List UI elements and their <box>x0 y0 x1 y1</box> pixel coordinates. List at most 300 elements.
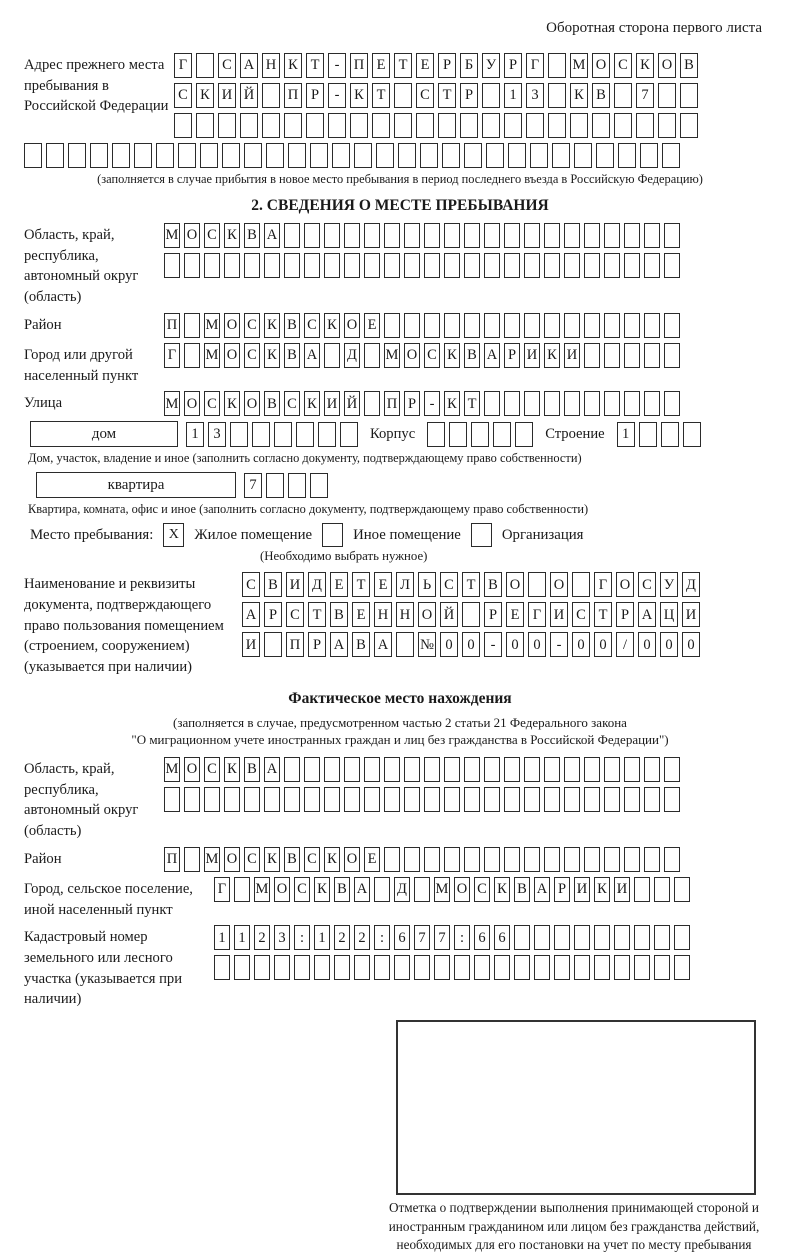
char-cell[interactable]: И <box>286 572 304 597</box>
char-cell[interactable] <box>266 143 284 168</box>
char-cell[interactable] <box>444 757 460 782</box>
char-cell[interactable] <box>604 253 620 278</box>
char-cell[interactable] <box>244 253 260 278</box>
char-cell[interactable]: : <box>374 925 390 950</box>
char-cell[interactable] <box>314 955 330 980</box>
char-cell[interactable] <box>354 143 372 168</box>
char-cell[interactable] <box>574 925 590 950</box>
char-cell[interactable]: М <box>204 343 220 368</box>
char-cell[interactable] <box>394 83 412 108</box>
char-cell[interactable]: 7 <box>414 925 430 950</box>
char-cell[interactable]: О <box>184 391 200 416</box>
char-cell[interactable] <box>344 787 360 812</box>
char-cell[interactable] <box>376 143 394 168</box>
char-cell[interactable] <box>296 422 314 447</box>
char-cell[interactable]: М <box>164 757 180 782</box>
char-cell[interactable]: М <box>164 223 180 248</box>
char-cell[interactable] <box>604 223 620 248</box>
char-cell[interactable]: С <box>284 391 300 416</box>
char-cell[interactable]: Е <box>364 313 380 338</box>
char-cell[interactable]: Й <box>440 602 458 627</box>
char-cell[interactable] <box>424 313 440 338</box>
char-cell[interactable] <box>364 787 380 812</box>
char-cell[interactable]: Т <box>306 53 324 78</box>
char-cell[interactable]: А <box>638 602 656 627</box>
char-cell[interactable] <box>482 83 500 108</box>
char-cell[interactable]: М <box>254 877 270 902</box>
char-cell[interactable] <box>544 223 560 248</box>
char-cell[interactable] <box>544 313 560 338</box>
char-cell[interactable] <box>530 143 548 168</box>
char-cell[interactable] <box>262 83 280 108</box>
char-cell[interactable] <box>324 787 340 812</box>
char-cell[interactable] <box>184 343 200 368</box>
char-cell[interactable]: Г <box>174 53 192 78</box>
char-cell[interactable]: К <box>444 391 460 416</box>
char-cell[interactable] <box>438 113 456 138</box>
char-cell[interactable]: П <box>350 53 368 78</box>
char-cell[interactable]: К <box>544 343 560 368</box>
char-cell[interactable] <box>644 313 660 338</box>
char-cell[interactable]: С <box>440 572 458 597</box>
char-cell[interactable] <box>464 847 480 872</box>
char-cell[interactable] <box>544 787 560 812</box>
char-cell[interactable] <box>564 223 580 248</box>
char-cell[interactable]: / <box>616 632 634 657</box>
char-cell[interactable]: - <box>328 83 346 108</box>
char-cell[interactable]: 1 <box>504 83 522 108</box>
char-cell[interactable] <box>424 757 440 782</box>
char-cell[interactable] <box>460 113 478 138</box>
char-cell[interactable]: В <box>334 877 350 902</box>
char-cell[interactable]: Г <box>528 602 546 627</box>
char-cell[interactable] <box>484 391 500 416</box>
char-cell[interactable]: Д <box>682 572 700 597</box>
char-cell[interactable]: 1 <box>186 422 204 447</box>
char-cell[interactable]: А <box>354 877 370 902</box>
char-cell[interactable] <box>614 955 630 980</box>
char-cell[interactable]: 0 <box>440 632 458 657</box>
char-cell[interactable] <box>306 113 324 138</box>
char-cell[interactable]: Р <box>616 602 634 627</box>
char-cell[interactable] <box>624 313 640 338</box>
char-cell[interactable] <box>484 253 500 278</box>
char-cell[interactable]: П <box>164 313 180 338</box>
char-cell[interactable] <box>674 955 690 980</box>
char-cell[interactable] <box>596 143 614 168</box>
char-cell[interactable]: С <box>304 847 320 872</box>
char-cell[interactable]: Т <box>372 83 390 108</box>
char-cell[interactable]: Е <box>506 602 524 627</box>
char-cell[interactable]: 0 <box>682 632 700 657</box>
char-cell[interactable] <box>264 253 280 278</box>
char-cell[interactable] <box>584 391 600 416</box>
char-cell[interactable]: Й <box>344 391 360 416</box>
char-cell[interactable] <box>244 787 260 812</box>
char-cell[interactable] <box>564 253 580 278</box>
char-cell[interactable]: Т <box>352 572 370 597</box>
char-cell[interactable] <box>288 473 306 498</box>
char-cell[interactable] <box>482 113 500 138</box>
char-cell[interactable] <box>404 847 420 872</box>
char-cell[interactable]: А <box>240 53 258 78</box>
char-cell[interactable] <box>528 572 546 597</box>
char-cell[interactable] <box>504 847 520 872</box>
char-cell[interactable] <box>624 343 640 368</box>
char-cell[interactable] <box>654 955 670 980</box>
char-cell[interactable] <box>634 877 650 902</box>
char-cell[interactable]: С <box>204 391 220 416</box>
char-cell[interactable] <box>344 757 360 782</box>
char-cell[interactable] <box>624 223 640 248</box>
char-cell[interactable] <box>604 313 620 338</box>
char-cell[interactable]: П <box>284 83 302 108</box>
char-cell[interactable] <box>614 83 632 108</box>
char-cell[interactable] <box>214 955 230 980</box>
char-cell[interactable] <box>310 143 328 168</box>
char-cell[interactable] <box>636 113 654 138</box>
char-cell[interactable] <box>230 422 248 447</box>
char-cell[interactable] <box>674 925 690 950</box>
char-cell[interactable]: С <box>416 83 434 108</box>
char-cell[interactable] <box>374 877 390 902</box>
char-cell[interactable] <box>639 422 657 447</box>
char-cell[interactable]: А <box>264 223 280 248</box>
char-cell[interactable]: М <box>204 313 220 338</box>
char-cell[interactable] <box>683 422 701 447</box>
char-cell[interactable] <box>240 113 258 138</box>
char-cell[interactable]: К <box>264 313 280 338</box>
char-cell[interactable]: К <box>314 877 330 902</box>
char-cell[interactable]: Е <box>364 847 380 872</box>
char-cell[interactable] <box>504 391 520 416</box>
char-cell[interactable] <box>196 53 214 78</box>
char-cell[interactable]: О <box>550 572 568 597</box>
char-cell[interactable] <box>244 143 262 168</box>
char-cell[interactable] <box>424 787 440 812</box>
char-cell[interactable]: А <box>484 343 500 368</box>
char-cell[interactable]: С <box>572 602 590 627</box>
char-cell[interactable] <box>534 925 550 950</box>
char-cell[interactable] <box>484 223 500 248</box>
char-cell[interactable] <box>548 113 566 138</box>
char-cell[interactable]: Т <box>308 602 326 627</box>
char-cell[interactable]: И <box>324 391 340 416</box>
char-cell[interactable] <box>658 83 676 108</box>
char-cell[interactable] <box>68 143 86 168</box>
char-cell[interactable] <box>218 113 236 138</box>
char-cell[interactable]: Е <box>330 572 348 597</box>
char-cell[interactable] <box>664 253 680 278</box>
char-cell[interactable] <box>624 847 640 872</box>
char-cell[interactable]: 0 <box>638 632 656 657</box>
char-cell[interactable] <box>604 391 620 416</box>
char-cell[interactable]: К <box>324 313 340 338</box>
char-cell[interactable] <box>204 787 220 812</box>
char-cell[interactable] <box>504 113 522 138</box>
char-cell[interactable]: 7 <box>434 925 450 950</box>
char-cell[interactable]: Р <box>306 83 324 108</box>
char-cell[interactable]: К <box>350 83 368 108</box>
char-cell[interactable] <box>284 223 300 248</box>
char-cell[interactable] <box>524 223 540 248</box>
char-cell[interactable]: Д <box>308 572 326 597</box>
char-cell[interactable] <box>471 422 489 447</box>
char-cell[interactable] <box>254 955 270 980</box>
char-cell[interactable]: Р <box>404 391 420 416</box>
char-cell[interactable] <box>434 955 450 980</box>
char-cell[interactable] <box>584 787 600 812</box>
char-cell[interactable]: К <box>324 847 340 872</box>
char-cell[interactable]: И <box>550 602 568 627</box>
char-cell[interactable]: Л <box>396 572 414 597</box>
char-cell[interactable]: О <box>344 313 360 338</box>
char-cell[interactable] <box>454 955 470 980</box>
organization-checkbox[interactable] <box>471 523 492 547</box>
char-cell[interactable]: С <box>204 757 220 782</box>
char-cell[interactable] <box>504 757 520 782</box>
char-cell[interactable] <box>394 113 412 138</box>
char-cell[interactable]: 0 <box>572 632 590 657</box>
char-cell[interactable] <box>654 877 670 902</box>
char-cell[interactable] <box>284 757 300 782</box>
char-cell[interactable] <box>464 787 480 812</box>
char-cell[interactable]: С <box>244 343 260 368</box>
char-cell[interactable]: Ц <box>660 602 678 627</box>
char-cell[interactable] <box>178 143 196 168</box>
char-cell[interactable] <box>514 925 530 950</box>
char-cell[interactable] <box>680 83 698 108</box>
char-cell[interactable]: М <box>570 53 588 78</box>
char-cell[interactable]: С <box>204 223 220 248</box>
char-cell[interactable] <box>640 143 658 168</box>
char-cell[interactable] <box>634 925 650 950</box>
char-cell[interactable] <box>584 343 600 368</box>
char-cell[interactable] <box>264 632 282 657</box>
char-cell[interactable] <box>449 422 467 447</box>
char-cell[interactable]: А <box>242 602 260 627</box>
char-cell[interactable]: В <box>484 572 502 597</box>
char-cell[interactable]: С <box>242 572 260 597</box>
char-cell[interactable] <box>618 143 636 168</box>
char-cell[interactable] <box>658 113 676 138</box>
char-cell[interactable] <box>524 757 540 782</box>
char-cell[interactable] <box>184 787 200 812</box>
char-cell[interactable] <box>416 113 434 138</box>
char-cell[interactable]: 6 <box>494 925 510 950</box>
char-cell[interactable]: Г <box>594 572 612 597</box>
char-cell[interactable] <box>324 343 340 368</box>
char-cell[interactable]: К <box>636 53 654 78</box>
char-cell[interactable] <box>288 143 306 168</box>
char-cell[interactable]: 1 <box>617 422 635 447</box>
char-cell[interactable]: : <box>294 925 310 950</box>
char-cell[interactable] <box>515 422 533 447</box>
char-cell[interactable]: 0 <box>506 632 524 657</box>
char-cell[interactable] <box>554 955 570 980</box>
char-cell[interactable] <box>304 253 320 278</box>
char-cell[interactable]: И <box>682 602 700 627</box>
char-cell[interactable] <box>574 143 592 168</box>
char-cell[interactable] <box>184 253 200 278</box>
char-cell[interactable] <box>572 572 590 597</box>
char-cell[interactable] <box>224 787 240 812</box>
char-cell[interactable] <box>624 757 640 782</box>
char-cell[interactable] <box>664 847 680 872</box>
char-cell[interactable]: К <box>264 847 280 872</box>
char-cell[interactable] <box>274 955 290 980</box>
char-cell[interactable] <box>474 955 490 980</box>
char-cell[interactable] <box>344 223 360 248</box>
char-cell[interactable] <box>334 955 350 980</box>
char-cell[interactable] <box>564 391 580 416</box>
char-cell[interactable]: В <box>352 632 370 657</box>
char-cell[interactable] <box>524 787 540 812</box>
char-cell[interactable]: Т <box>464 391 480 416</box>
char-cell[interactable]: С <box>424 343 440 368</box>
char-cell[interactable] <box>324 757 340 782</box>
char-cell[interactable] <box>328 113 346 138</box>
char-cell[interactable]: И <box>614 877 630 902</box>
char-cell[interactable] <box>664 313 680 338</box>
char-cell[interactable] <box>462 602 480 627</box>
char-cell[interactable]: 1 <box>214 925 230 950</box>
char-cell[interactable] <box>654 925 670 950</box>
char-cell[interactable]: - <box>550 632 568 657</box>
char-cell[interactable] <box>424 847 440 872</box>
char-cell[interactable]: С <box>638 572 656 597</box>
char-cell[interactable] <box>404 757 420 782</box>
char-cell[interactable]: В <box>264 391 280 416</box>
char-cell[interactable] <box>584 253 600 278</box>
char-cell[interactable]: Т <box>438 83 456 108</box>
char-cell[interactable] <box>364 757 380 782</box>
char-cell[interactable]: Е <box>374 572 392 597</box>
char-cell[interactable]: О <box>224 343 240 368</box>
char-cell[interactable] <box>570 113 588 138</box>
char-cell[interactable] <box>644 847 660 872</box>
char-cell[interactable] <box>234 955 250 980</box>
char-cell[interactable] <box>350 113 368 138</box>
char-cell[interactable]: И <box>574 877 590 902</box>
char-cell[interactable]: К <box>594 877 610 902</box>
char-cell[interactable]: К <box>570 83 588 108</box>
char-cell[interactable] <box>384 223 400 248</box>
char-cell[interactable]: - <box>424 391 440 416</box>
char-cell[interactable] <box>624 253 640 278</box>
char-cell[interactable]: 0 <box>528 632 546 657</box>
char-cell[interactable]: О <box>184 223 200 248</box>
char-cell[interactable] <box>384 847 400 872</box>
char-cell[interactable]: Р <box>504 53 522 78</box>
char-cell[interactable]: № <box>418 632 436 657</box>
char-cell[interactable] <box>464 313 480 338</box>
char-cell[interactable] <box>304 787 320 812</box>
char-cell[interactable] <box>396 632 414 657</box>
char-cell[interactable]: О <box>454 877 470 902</box>
char-cell[interactable] <box>484 757 500 782</box>
char-cell[interactable]: К <box>224 757 240 782</box>
char-cell[interactable] <box>444 223 460 248</box>
char-cell[interactable]: К <box>196 83 214 108</box>
char-cell[interactable]: Е <box>416 53 434 78</box>
char-cell[interactable]: 6 <box>394 925 410 950</box>
char-cell[interactable] <box>584 313 600 338</box>
char-cell[interactable]: 0 <box>660 632 678 657</box>
char-cell[interactable] <box>644 343 660 368</box>
char-cell[interactable] <box>196 113 214 138</box>
char-cell[interactable]: О <box>244 391 260 416</box>
char-cell[interactable] <box>404 253 420 278</box>
char-cell[interactable] <box>662 143 680 168</box>
char-cell[interactable] <box>674 877 690 902</box>
char-cell[interactable]: 1 <box>234 925 250 950</box>
char-cell[interactable] <box>404 313 420 338</box>
char-cell[interactable]: Е <box>372 53 390 78</box>
char-cell[interactable] <box>604 757 620 782</box>
char-cell[interactable] <box>484 313 500 338</box>
char-cell[interactable]: - <box>328 53 346 78</box>
char-cell[interactable]: 6 <box>474 925 490 950</box>
char-cell[interactable] <box>304 757 320 782</box>
char-cell[interactable]: К <box>224 391 240 416</box>
char-cell[interactable]: Т <box>462 572 480 597</box>
char-cell[interactable] <box>464 757 480 782</box>
char-cell[interactable]: 3 <box>526 83 544 108</box>
char-cell[interactable] <box>644 787 660 812</box>
char-cell[interactable]: 3 <box>274 925 290 950</box>
char-cell[interactable]: В <box>264 572 282 597</box>
char-cell[interactable] <box>494 955 510 980</box>
char-cell[interactable]: М <box>164 391 180 416</box>
char-cell[interactable] <box>310 473 328 498</box>
char-cell[interactable]: А <box>374 632 392 657</box>
char-cell[interactable]: У <box>660 572 678 597</box>
char-cell[interactable] <box>604 787 620 812</box>
char-cell[interactable] <box>554 925 570 950</box>
char-cell[interactable]: И <box>524 343 540 368</box>
char-cell[interactable] <box>564 787 580 812</box>
char-cell[interactable] <box>624 787 640 812</box>
char-cell[interactable] <box>592 113 610 138</box>
char-cell[interactable]: С <box>474 877 490 902</box>
char-cell[interactable]: П <box>164 847 180 872</box>
char-cell[interactable] <box>486 143 504 168</box>
char-cell[interactable] <box>544 253 560 278</box>
char-cell[interactable]: О <box>506 572 524 597</box>
char-cell[interactable]: Н <box>374 602 392 627</box>
char-cell[interactable] <box>493 422 511 447</box>
char-cell[interactable] <box>664 391 680 416</box>
char-cell[interactable]: Г <box>164 343 180 368</box>
char-cell[interactable] <box>264 787 280 812</box>
char-cell[interactable] <box>680 113 698 138</box>
char-cell[interactable] <box>324 253 340 278</box>
char-cell[interactable] <box>524 313 540 338</box>
char-cell[interactable] <box>604 343 620 368</box>
char-cell[interactable]: В <box>680 53 698 78</box>
char-cell[interactable] <box>284 253 300 278</box>
char-cell[interactable]: 1 <box>314 925 330 950</box>
char-cell[interactable]: 0 <box>462 632 480 657</box>
char-cell[interactable]: М <box>434 877 450 902</box>
char-cell[interactable] <box>484 847 500 872</box>
char-cell[interactable]: 2 <box>254 925 270 950</box>
char-cell[interactable] <box>464 253 480 278</box>
char-cell[interactable] <box>266 473 284 498</box>
char-cell[interactable]: О <box>224 313 240 338</box>
char-cell[interactable] <box>544 391 560 416</box>
